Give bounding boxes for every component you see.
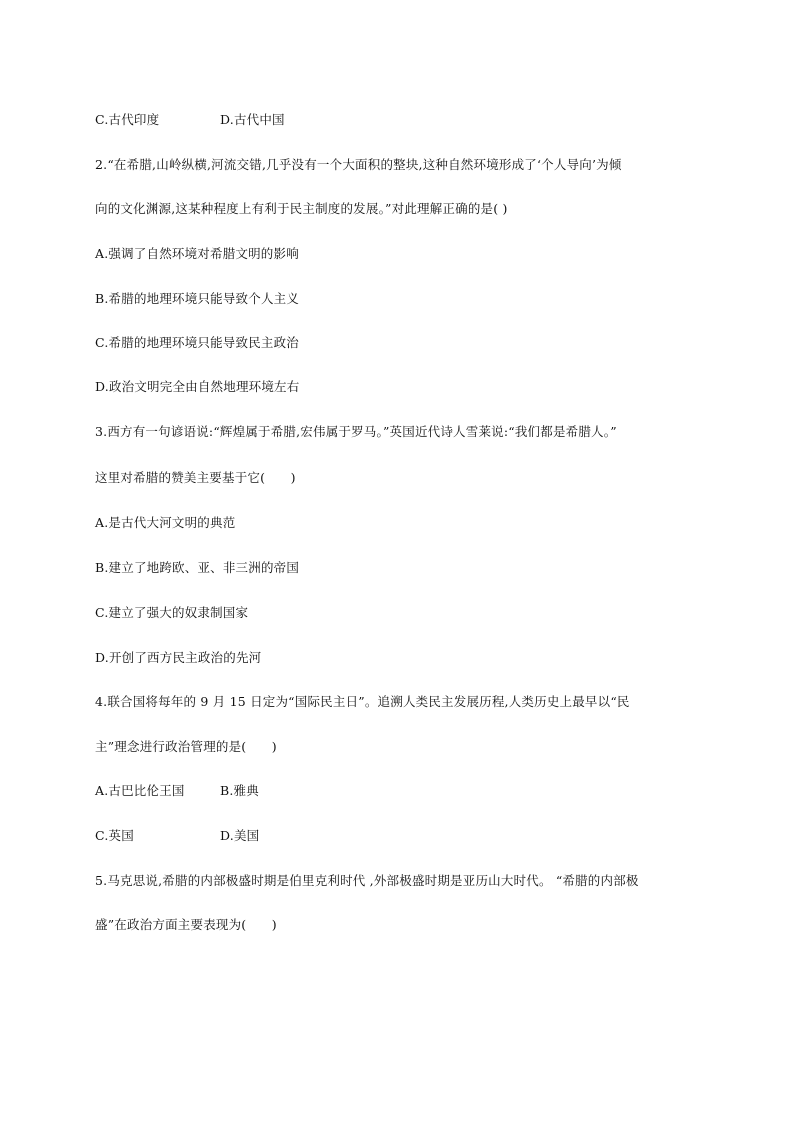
q5-stem-line2: 盛”在政治方面主要表现为( ) [95,917,277,932]
q4-stem-line2: 主”理念进行政治管理的是( ) [95,739,277,754]
q4-option-a: A.古巴比伦王国 [95,783,185,798]
q3-stem-line2: 这里对希腊的赞美主要基于它( ) [95,470,296,485]
q2-stem-line1: 2.“在希腊,山岭纵横,河流交错,几乎没有一个大面积的整块,这种自然环境形成了‘个人导向’为倾 [95,157,622,172]
q4-option-b: B.雅典 [220,783,259,798]
q4-stem-line1: 4.联合国将每年的 9 月 15 日定为“国际民主日”。追溯人类民主发展历程,人类历史上最早以“民 [95,694,630,709]
q4-option-c: C.英国 [95,828,134,843]
q3-option-b: B.建立了地跨欧、亚、非三洲的帝国 [95,560,300,575]
q2-option-b: B.希腊的地理环境只能导致个人主义 [95,291,300,306]
q3-option-a: A.是古代大河文明的典范 [95,515,236,530]
q3-stem-line1: 3.西方有一句谚语说:“辉煌属于希腊,宏伟属于罗马。”英国近代诗人雪莱说:“我们都是希腊人。” [95,424,617,439]
q5-stem-line1: 5.马克思说,希腊的内部极盛时期是伯里克利时代 ,外部极盛时期是亚历山大时代。 “希腊的内部极 [95,873,639,888]
q2-option-d: D.政治文明完全由自然地理环境左右 [95,379,300,394]
prev-option-c: C.古代印度 [95,112,160,127]
q3-option-d: D.开创了西方民主政治的先河 [95,650,262,665]
prev-option-d: D.古代中国 [220,112,285,127]
q4-option-d: D.美国 [220,828,260,843]
q3-option-c: C.建立了强大的奴隶制国家 [95,605,249,620]
q2-stem-line2: 向的文化渊源,这某种程度上有利于民主制度的发展。”对此理解正确的是( ) [95,201,508,216]
q2-option-a: A.强调了自然环境对希腊文明的影响 [95,246,299,261]
q2-option-c: C.希腊的地理环境只能导致民主政治 [95,335,299,350]
